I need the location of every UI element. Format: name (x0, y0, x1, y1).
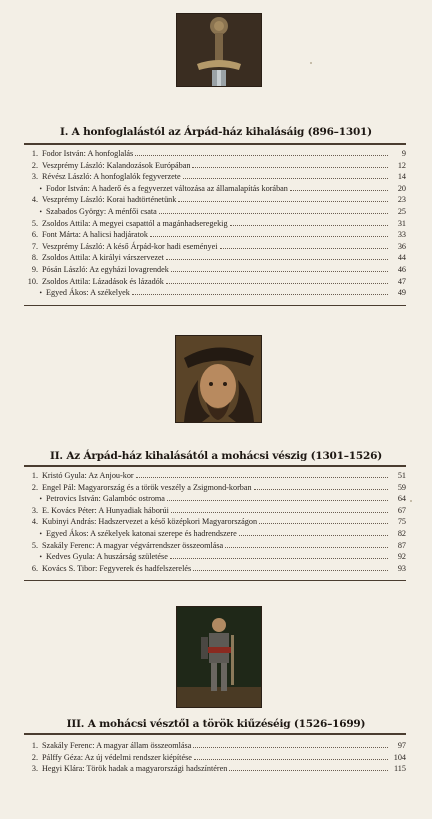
toc-subentry[interactable]: • Szabados György: A ménfői csata 25 (39, 206, 406, 216)
toc-entry[interactable]: 1. Szakály Ferenc: A magyar állam összeomlása 97 (31, 741, 406, 750)
section-end-rule-1 (24, 305, 406, 306)
entry-title: Veszprémy László: Korai hadtörténetünk (42, 195, 177, 205)
entry-page: 82 (397, 528, 406, 538)
entry-page: 104 (393, 752, 406, 762)
entry-title: Zsoldos Attila: Lázadások és lázadók (42, 276, 164, 286)
toc-entry[interactable]: 3. Révész László: A honfoglalók fegyverzete 14 (31, 172, 406, 182)
toc-subentry[interactable]: • Kedves Gyula: A huszárság születése 92 (39, 552, 406, 562)
toc-entry[interactable]: 3. E. Kovács Péter: A Hunyadiak háborúi 67 (31, 505, 406, 515)
section-end-rule-2 (24, 580, 406, 581)
section-title-2: II. Az Árpád-ház kihalásától a mohácsi vészig (1301–1526) (49, 450, 383, 462)
entry-page: 23 (397, 195, 406, 205)
section-rule-1 (24, 143, 406, 145)
entry-title: Szabados György: A ménfői csata (46, 206, 157, 216)
entry-title: Révész László: A honfoglalók fegyverzete (42, 172, 181, 182)
entry-title: Kristó Gyula: Az Anjou-kor (42, 471, 134, 480)
toc-subentry[interactable]: • Fodor István: A haderő és a fegyverzet változása az államalapítás korában 20 (39, 183, 406, 193)
entry-page: 14 (397, 172, 406, 182)
entry-page: 67 (397, 505, 406, 515)
entry-page: 9 (401, 149, 406, 158)
toc-entry[interactable]: 4. Veszprémy László: Korai hadtörténetünk 23 (31, 195, 406, 205)
toc-entry[interactable]: 10. Zsoldos Attila: Lázadások és lázadók 47 (27, 276, 406, 286)
entry-title: E. Kovács Péter: A Hunyadiak háborúi (42, 505, 169, 515)
entry-page: 44 (397, 253, 406, 263)
entry-page: 51 (397, 471, 406, 480)
entry-title: Hegyi Klára: Török hadak a magyarországi hadszíntéren (42, 764, 228, 774)
section-rule-2 (24, 465, 406, 467)
toc-entry[interactable]: 2. Engel Pál: Magyarország és a török veszély a Zsigmond-korban 59 (31, 482, 406, 492)
entry-page: 97 (397, 741, 406, 750)
toc-entry[interactable]: 1. Fodor István: A honfoglalás 9 (31, 149, 406, 158)
entry-title: Pósán László: Az egyházi lovagrendek (42, 264, 169, 274)
entry-title: Kovács S. Tibor: Fegyverek és hadfelszerelés (42, 563, 192, 573)
toc-list-3 (24, 740, 406, 775)
entry-page: 87 (397, 540, 406, 550)
paper-speck (310, 62, 312, 64)
entry-page: 25 (397, 206, 406, 216)
toc-subentry[interactable]: • Egyed Ákos: A székelyek katonai szerepe és hadrendszere 82 (39, 528, 406, 538)
paper-speck (410, 500, 412, 502)
entry-page: 115 (394, 764, 406, 774)
toc-subentry[interactable]: • Egyed Ákos: A székelyek 49 (39, 288, 406, 298)
toc-entry[interactable]: 6. Kovács S. Tibor: Fegyverek és hadfelszerelés 93 (31, 563, 406, 573)
entry-title: Kedves Gyula: A huszárság születése (46, 552, 168, 562)
entry-page: 93 (397, 563, 406, 573)
section-title-3: III. A mohácsi vésztől a török kiűzéséig (1526–1699) (66, 718, 366, 730)
entry-page: 64 (397, 494, 406, 504)
toc-entry[interactable]: 7. Veszprémy László: A késő Árpád-kor hadi eseményei 36 (31, 241, 406, 251)
entry-title: Szakály Ferenc: A magyar végvárrendszer összeomlása (42, 540, 224, 550)
entry-title: Petrovics István: Galambóc ostroma (46, 494, 165, 504)
toc-entry[interactable]: 9. Pósán László: Az egyházi lovagrendek 46 (31, 264, 406, 274)
toc-list-1 (24, 148, 406, 299)
sword-hilt-image (176, 13, 262, 87)
toc-list-2 (24, 470, 406, 574)
armored-figure-image (176, 606, 262, 708)
entry-title: Egyed Ákos: A székelyek katonai szerepe és hadrendszere (46, 528, 237, 538)
portrait-image (175, 335, 262, 423)
entry-title: Zsoldos Attila: A királyi várszervezet (42, 253, 164, 263)
section-title-1: I. A honfoglalástól az Árpád-ház kihalásáig (896–1301) (60, 126, 372, 138)
entry-title: Fodor István: A honfoglalás (42, 149, 134, 158)
entry-title: Kubinyi András: Hadszervezet a késő középkori Magyarországon (42, 517, 258, 527)
toc-entry[interactable]: 3. Hegyi Klára: Török hadak a magyarországi hadszíntéren 115 (31, 764, 406, 774)
entry-title: Veszprémy László: A késő Árpád-kor hadi eseményei (42, 241, 218, 251)
toc-entry[interactable]: 2. Pálffy Géza: Az új védelmi rendszer kiépítése 104 (31, 752, 406, 762)
toc-entry[interactable]: 6. Font Márta: A halicsi hadjáratok 33 (31, 230, 406, 240)
entry-page: 47 (397, 276, 406, 286)
entry-page: 59 (397, 482, 406, 492)
entry-title: Szakály Ferenc: A magyar állam összeomlása (42, 741, 192, 750)
entry-page: 46 (397, 264, 406, 274)
toc-entry[interactable]: 1. Kristó Gyula: Az Anjou-kor 51 (31, 471, 406, 480)
entry-page: 31 (397, 218, 406, 228)
toc-subentry[interactable]: • Petrovics István: Galambóc ostroma 64 (39, 494, 406, 504)
entry-title: Engel Pál: Magyarország és a török veszély a Zsigmond-korban (42, 482, 252, 492)
toc-entry[interactable]: 8. Zsoldos Attila: A királyi várszervezet 44 (31, 253, 406, 263)
toc-entry[interactable]: 5. Zsoldos Attila: A megyei csapattól a magánhadseregekig 31 (31, 218, 406, 228)
entry-title: Veszprémy László: Kalandozások Európában (42, 160, 191, 170)
entry-title: Font Márta: A halicsi hadjáratok (42, 230, 148, 240)
entry-page: 92 (397, 552, 406, 562)
entry-title: Zsoldos Attila: A megyei csapattól a magánhadseregekig (42, 218, 228, 228)
entry-page: 75 (397, 517, 406, 527)
entry-page: 20 (397, 183, 406, 193)
toc-entry[interactable]: 5. Szakály Ferenc: A magyar végvárrendszer összeomlása 87 (31, 540, 406, 550)
entry-page: 12 (397, 160, 406, 170)
entry-title: Pálffy Géza: Az új védelmi rendszer kiépítése (42, 752, 192, 762)
toc-entry[interactable]: 4. Kubinyi András: Hadszervezet a késő középkori Magyarországon 75 (31, 517, 406, 527)
section-rule-3 (24, 733, 406, 735)
entry-page: 36 (397, 241, 406, 251)
entry-page: 33 (397, 230, 406, 240)
entry-title: Egyed Ákos: A székelyek (46, 288, 130, 298)
entry-title: Fodor István: A haderő és a fegyverzet változása az államalapítás korában (46, 183, 288, 193)
entry-page: 49 (397, 288, 406, 298)
toc-entry[interactable]: 2. Veszprémy László: Kalandozások Európában 12 (31, 160, 406, 170)
